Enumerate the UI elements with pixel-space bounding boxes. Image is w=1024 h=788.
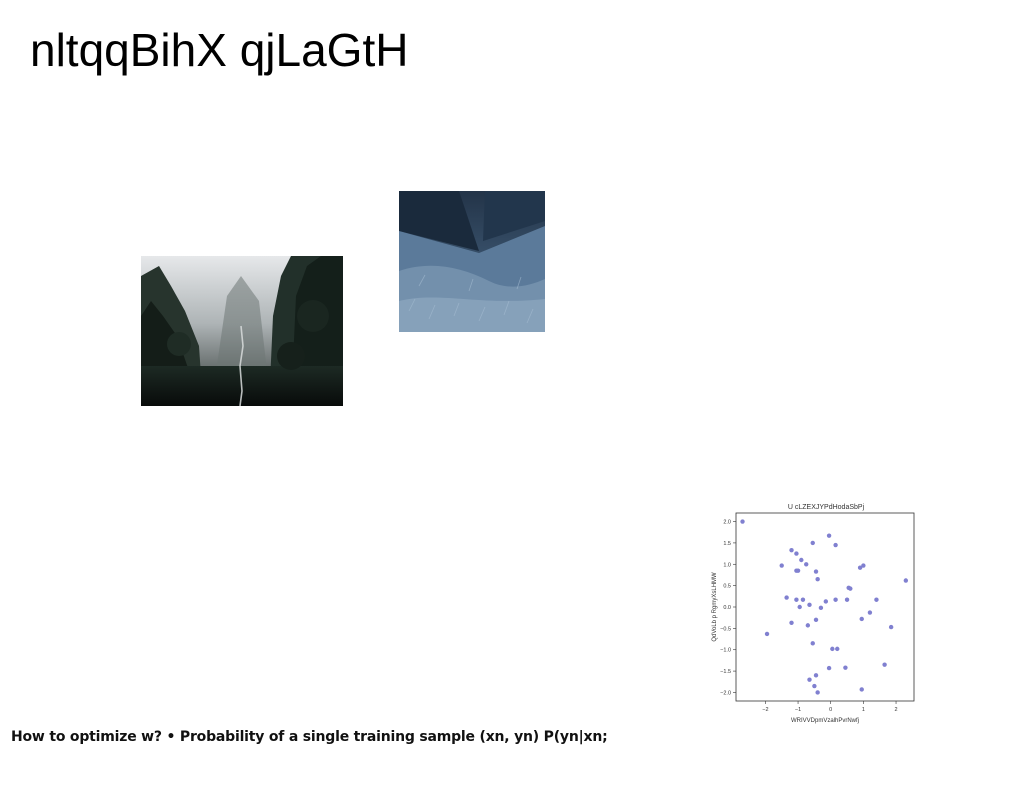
y-axis-ticks — [720, 520, 736, 697]
y-tick-label: −2.0 — [720, 690, 731, 697]
scatter-point — [765, 632, 769, 636]
scatter-point — [827, 666, 831, 670]
y-tick-label: 1.5 — [723, 540, 731, 547]
scatter-point — [796, 568, 800, 572]
x-tick-label: 1 — [861, 707, 865, 713]
scatter-point — [827, 533, 831, 537]
y-tick-label: −0.5 — [720, 626, 731, 633]
y-tick-label: 1.0 — [723, 562, 731, 569]
scatter-point — [824, 599, 828, 603]
x-tick-label: −2 — [762, 707, 769, 713]
y-tick-label: 0.5 — [723, 583, 731, 590]
scatter-point — [833, 543, 837, 547]
scatter-point — [843, 665, 847, 669]
scatter-point — [812, 684, 816, 688]
x-axis-ticks — [762, 701, 897, 713]
scatter-chart — [706, 498, 920, 726]
scatter-point — [904, 578, 908, 582]
y-axis-label: QdVoLb p RgmyXsLHMW — [712, 572, 718, 642]
scatter-point — [804, 562, 808, 566]
slide-caption: How to optimize w? • Probability of a single training sample (xn, yn) P(yn|xn; — [11, 729, 608, 745]
scatter-point — [860, 617, 864, 621]
x-axis-label: WRIVVDpmVzalhPvrNwfj — [790, 718, 860, 724]
scatter-point — [861, 563, 865, 567]
scatter-point — [830, 647, 834, 651]
misty-forest-waterfall-photo — [141, 256, 343, 406]
x-tick-label: 0 — [829, 707, 833, 713]
scatter-point — [807, 603, 811, 607]
scatter-point — [740, 519, 744, 523]
scatter-point — [811, 641, 815, 645]
scatter-point — [814, 673, 818, 677]
scatter-point — [833, 598, 837, 602]
data-points — [740, 519, 908, 694]
scatter-point — [811, 541, 815, 545]
scatter-point — [794, 551, 798, 555]
y-tick-label: −1.0 — [720, 647, 731, 654]
scatter-point — [815, 690, 819, 694]
scatter-point — [814, 618, 818, 622]
scatter-point — [815, 577, 819, 581]
scatter-point — [784, 595, 788, 599]
scatter-point — [835, 647, 839, 651]
scatter-point — [889, 625, 893, 629]
page-title: nltqqBihX qjLaGtH — [30, 24, 409, 76]
scatter-point — [868, 610, 872, 614]
x-tick-label: −1 — [794, 707, 802, 713]
scatter-point — [780, 563, 784, 567]
scatter-point — [848, 586, 852, 590]
scatter-point — [882, 662, 886, 666]
scatter-point — [874, 598, 878, 602]
scatter-chart-svg — [706, 498, 920, 726]
scatter-point — [814, 569, 818, 573]
x-tick-label: 2 — [894, 707, 898, 713]
scatter-point — [801, 598, 805, 602]
scatter-point — [845, 598, 849, 602]
scatter-point — [797, 605, 801, 609]
scatter-point — [799, 558, 803, 562]
y-tick-label: −1.5 — [720, 669, 731, 676]
scatter-point — [807, 677, 811, 681]
scatter-point — [789, 548, 793, 552]
scatter-point — [789, 621, 793, 625]
grassy-valley-photo — [399, 191, 545, 332]
scatter-point — [860, 687, 864, 691]
y-tick-label: 0.0 — [723, 605, 731, 611]
plot-area-frame — [736, 513, 914, 701]
y-tick-label: 2.0 — [723, 519, 731, 526]
scatter-point — [819, 606, 823, 610]
chart-title: U cLZEXJYPdHodaSbPj — [787, 504, 865, 511]
scatter-point — [794, 598, 798, 602]
scatter-point — [806, 623, 810, 627]
